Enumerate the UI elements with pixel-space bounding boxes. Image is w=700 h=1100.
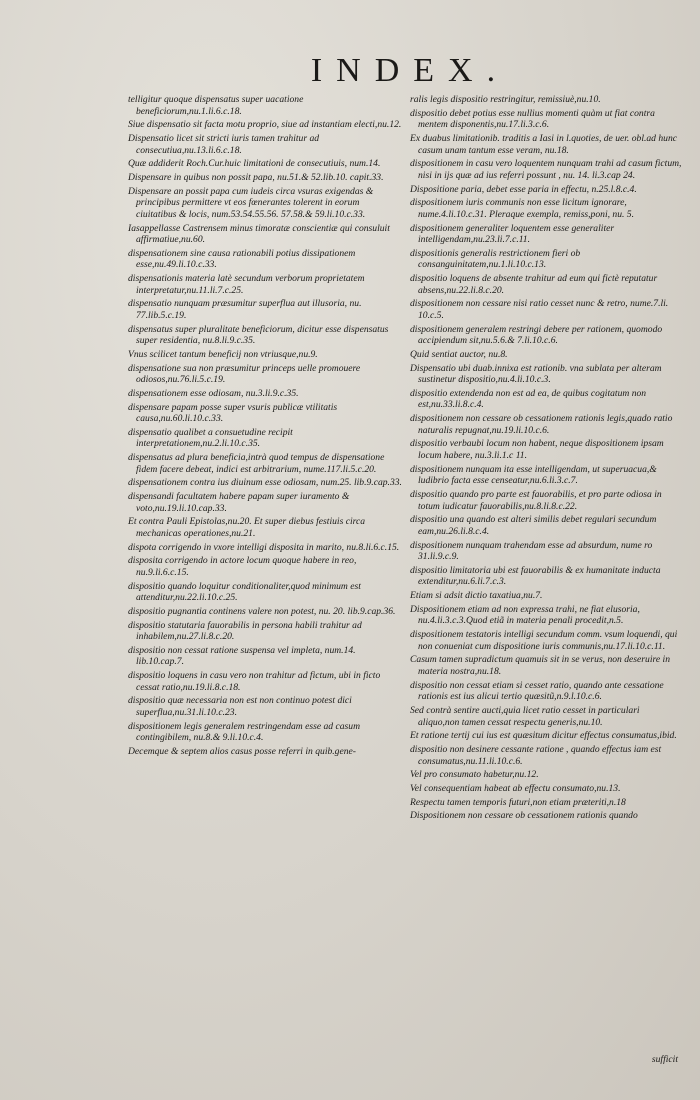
index-entry: dispensationem contra ius diuinum esse odiosam, num.25. lib.9.cap.33.	[128, 477, 402, 489]
index-entry: Iasappellasse Castrensem minus timoratæ conscientiæ qui consuluit affirmatiue,nu.60.	[128, 222, 390, 246]
index-entry: Dispositionem non cessare ob cessationem rationis quando	[410, 810, 638, 822]
page-title: INDEX.	[310, 52, 510, 89]
index-entry: dispositio quando pro parte est fauorabilis, et pro parte odiosa in totum iudicatur fauorabilis,nu.8.li.8.c.22.	[410, 489, 662, 512]
index-entry: dispositionem non cessare nisi ratio cesset nunc & retro, nume.7.li. 10.c.5.	[410, 298, 669, 321]
index-entry: dispensationem esse odiosam, nu.3.li.9.c.35.	[128, 387, 299, 399]
index-entry: disposita corrigendo in actore locum quoque habere in reo, nu.9.li.6.c.15.	[128, 555, 357, 578]
index-entry: Sed contrà sentire aucti,quia licet ratio cesset in particulari aliquo,non tamen cessat respectu generis,nu.10.	[410, 704, 640, 728]
index-entry: ralis legis dispositio restringitur, remissiuè,nu.10.	[410, 94, 601, 105]
index-entry: Respectu tamen temporis futuri,non etiam præteriti,n.18	[410, 796, 626, 808]
index-entry: dispensare papam posse super vsuris publicæ vtilitatis causa,nu.60.li.10.c.33.	[128, 401, 338, 425]
index-entry: Casum tamen supradictum quamuis sit in se verus, non deseruire in materia nostra,nu.18.	[410, 654, 670, 677]
index-entry: dispositio verbaubi locum non habent, neque dispositionem ipsam locum habere, nu.3.li.1.c 11.	[410, 438, 664, 462]
index-entry: dispositio limitatoria ubi est fauorabilis & ex humanitate inducta extenditur,nu.6.li.7.c.3.	[410, 564, 661, 588]
index-entry: Siue dispensatio sit facta motu proprio, siue ad instantiam electi,nu.12.	[128, 119, 402, 131]
index-entry: Dispositionem etiam ad non expressa trahi, ne fiat elusoria, nu.4.li.3.c.3.Quod etiã in materia penali procedit,n.5.	[410, 603, 640, 627]
index-entry: Dispositione paria, debet esse paria in effectu, n.25.l.8.c.4.	[410, 183, 637, 195]
index-entry: Dispensare an possit papa cum iudeis circa vsuras exigendas & principibus permittere vt eos fœnerantes tolerent in eorum ciuitatibus & locis, num.53.54.55.56. 57.58.& 59.li.10.c.33.	[128, 185, 374, 220]
index-entry: dispota corrigendo in vxore intelligi disposita in marito, nu.8.li.6.c.15.	[128, 541, 400, 553]
index-entry: dispensandi facultatem habere papam super iuramento & voto,nu.19.li.10.cap.33.	[128, 491, 350, 514]
index-entry: Dispensatio ubi duab.innixa est rationib. vna sublata per alteram sustinetur dispositio,nu.4.li.10.c.3.	[410, 362, 662, 386]
index-entry: dispensatus super pluralitate beneficiorum, dicitur esse dispensatus super residentia, nu.8.li.9.c.35.	[128, 323, 389, 347]
index-entry: dispositionem in casu vero loquentem nunquam trahi ad casum fictum, nisi in ijs quæ ad ius referri possunt , nu. 14. li.3.cap 24.	[410, 158, 682, 181]
index-entry: Vel pro consumato habetur,nu.12.	[410, 769, 539, 781]
index-entry: dispensatio qualibet a consuetudine recipit interpretationem,nu.2.li.10.c.35.	[128, 426, 293, 450]
index-entry: dispositio extendenda non est ad ea, de quibus cogitatum non est,nu.33.li.8.c.4.	[410, 387, 647, 411]
index-entry: dispensatio nunquam præsumitur superflua aut illusoria, nu. 77.lib.5.c.19.	[128, 298, 362, 321]
index-entry: dispensatione sua non præsumitur princeps uelle promouere odiosos,nu.76.li.5.c.19.	[128, 362, 361, 386]
index-column-right	[410, 94, 682, 824]
index-entry: dispositionem iuris communis non esse licitum ignorare, nume.4.li.10.c.31. Pleraque exempla, remiss,poni, nu. 5.	[410, 197, 634, 220]
index-entry: dispositio non cessat etiam si cesset ratio, quando ante cessatione rationis est ius alicui tertio quæsitũ,n.9.l.10.c.6.	[410, 679, 664, 703]
index-column-left	[128, 94, 402, 760]
index-entry: dispositio una quando est alteri similis debet regulari secundum eam,nu.26.li.8.c.4.	[410, 514, 657, 537]
index-entry: dispositionem non cessare ob cessationem rationis legis,quado ratio naturalis repugnat,nu.19.li.10.c.6.	[410, 413, 673, 436]
index-entry: Quid sentiat auctor, nu.8.	[410, 348, 508, 360]
index-entry: dispositionis generalis restrictionem fieri ob consanguinitatem,nu.1.li.10.c.13.	[410, 247, 581, 271]
index-entry: dispositio quando loquitur conditionaliter,quod minimum est attenditur,nu.22.li.10.c.25.	[128, 580, 361, 604]
index-entry: dispositionem nunquam ita esse intelligendam, ut superuacua,& ludibrio facta esse censeatur,nu.6.li.3.c.7.	[410, 463, 657, 487]
index-entry: dispositionem legis generalem restringendam esse ad casum contingibilem, nu.8.& 9.li.10.c.4.	[128, 720, 360, 744]
index-entry: dispositio pugnantia continens valere non potest, nu. 20. lib.9.cap.36.	[128, 605, 396, 617]
index-entry: dispositio loquens de absente trahitur ad eum qui fictè reputatur absens,nu.22.li.8.c.20.	[410, 273, 658, 296]
index-entry: Quæ addiderit Roch.Cur.huic limitationi de consecutiuis, num.14.	[128, 158, 381, 170]
index-entry: dispensationis materia latè secundum verborum proprietatem interpretatur,nu.11.li.7.c.25.	[128, 273, 365, 296]
index-entry: dispositio quæ necessaria non est non continuo potest dici superflua,nu.31.li.10.c.23.	[128, 695, 352, 719]
index-entry: Vel consequentiam habeat ab effectu consumato,nu.13.	[410, 782, 621, 794]
index-entry: dispensationem sine causa rationabili potius dissipationem esse,nu.49.li.10.c.33.	[128, 247, 356, 271]
index-entry: dispositionem generaliter loquentem esse generaliter intelligendam,nu.23.li.7.c.11.	[410, 222, 615, 246]
index-entry: dispositionem testatoris intelligi secundum comm. vsum loquendi, qui non conueniat cum dispositione iuris communis,nu.17.li.10.c.11.	[410, 629, 678, 652]
index-entry: Dispensatio licet sit stricti iuris tamen trahitur ad consecutiua,nu.13.li.6.c.18.	[128, 132, 320, 156]
index-entry: dispositio debet potius esse nullius momenti quàm ut fiat contra mentem disponentis,nu.17.li.3.c.6.	[410, 107, 655, 131]
index-entry: dispositionem generalem restringi debere per rationem, quomodo accipiendum sit,nu.5.6.& 7.li.10.c.6.	[410, 323, 663, 347]
index-entry: Dispensare in quibus non possit papa, nu.51.& 52.lib.10. capit.33.	[128, 171, 384, 183]
index-entry: dispositionem nunquam trahendam esse ad absurdum, nume ro 31.li.9.c.9.	[410, 539, 653, 563]
catchword: sufficit	[651, 1054, 678, 1065]
index-entry: Vnus scilicet tantum beneficij non vtriusque,nu.9.	[128, 348, 318, 360]
index-entry: dispositio statutaria fauorabilis in persona habili trahitur ad inhabilem,nu.27.li.8.c.20.	[128, 619, 362, 643]
index-entry: Et contra Pauli Epistolas,nu.20. Et super diebus festiuis circa mechanicas operationes,nu.21.	[128, 516, 366, 539]
index-entry: Ex duabus limitationib. traditis a Iasi in l.quoties, de uer. obl.ad hunc casum unam tantum esse veram, nu.18.	[410, 132, 678, 156]
index-entry: dispositio non cessat ratione suspensa vel impleta, num.14. lib.10.cap.7.	[128, 644, 356, 668]
index-entry: dispensatus ad plura beneficia,intrà quod tempus de dispensatione fidem facere debeat, indici est arbitrarium, nume.117.li.5.c.20.	[128, 452, 385, 475]
index-entry: telligitur quoque dispensatus super uacatione beneficiorum,nu.1.li.6.c.18.	[128, 94, 304, 117]
index-entry: Etiam si adsit dictio taxatiua,nu.7.	[410, 590, 543, 602]
index-entry: dispositio non desinere cessante ratione , quando effectus iam est consumatus,nu.11.li.10.c.6.	[410, 743, 662, 767]
index-entry: dispositio loquens in casu vero non trahitur ad fictum, ubi in ficto cessat ratio,nu.19.li.8.c.18.	[128, 670, 381, 693]
index-entry: Decemque & septem alios casus posse referri in quib.gene-	[128, 746, 356, 757]
index-entry: Et ratione tertij cui ius est quæsitum dicitur effectus consumatus,ibid.	[410, 730, 677, 742]
